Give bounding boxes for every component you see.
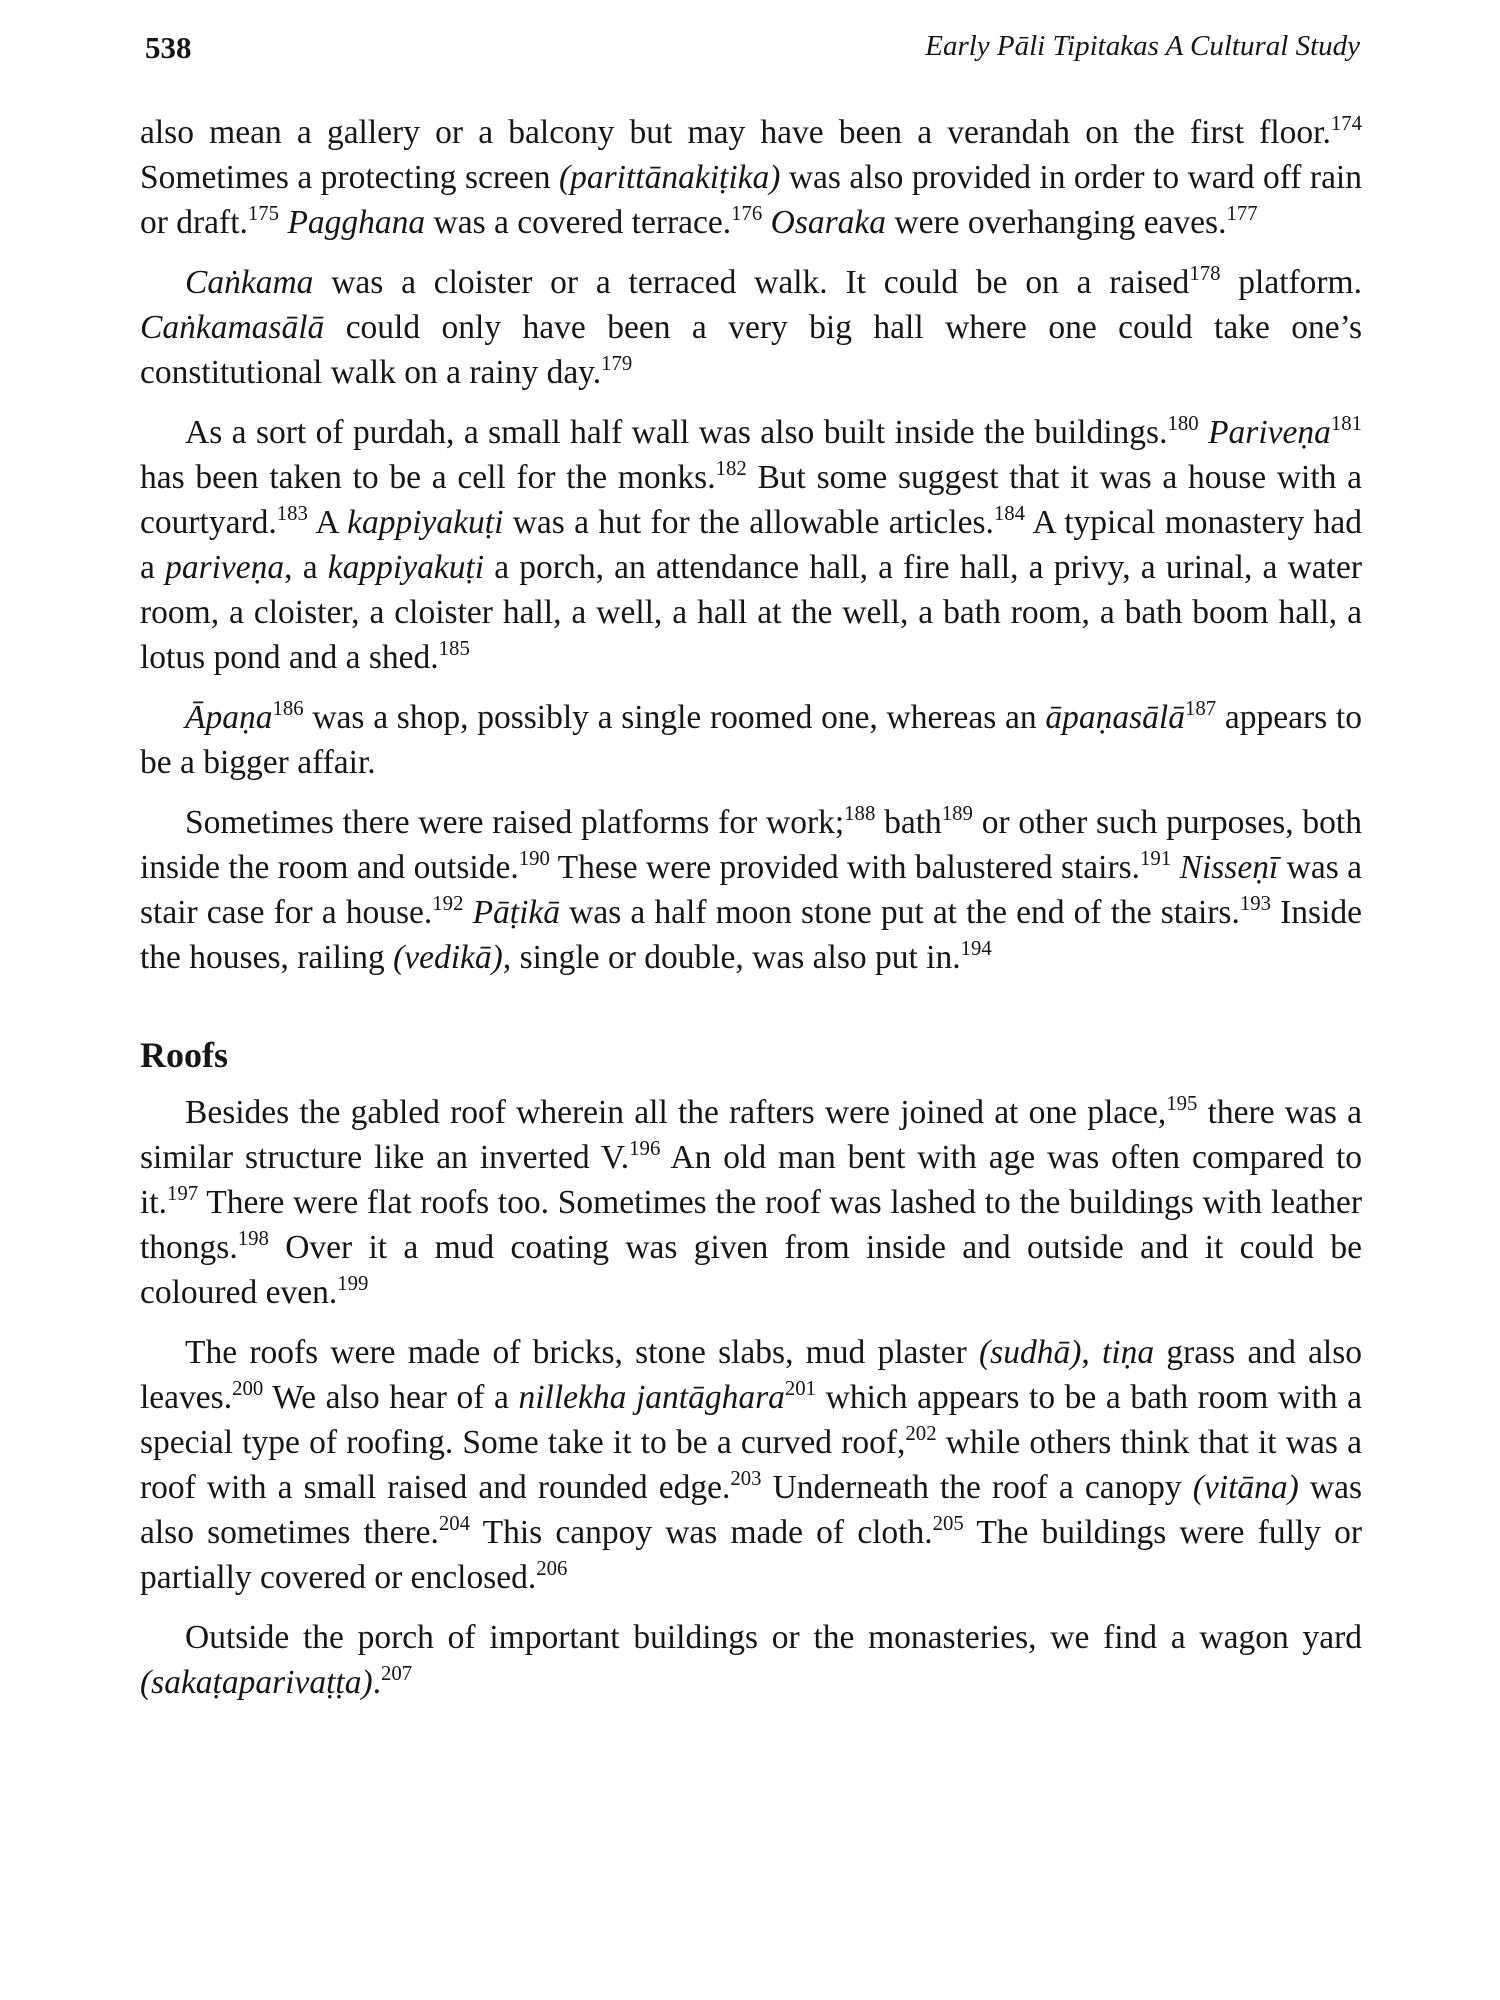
- footnote-ref: 193: [1239, 892, 1272, 916]
- footnote-ref: 207: [380, 1662, 413, 1686]
- paragraph: [140, 110, 1362, 245]
- footnote-ref: 201: [784, 1377, 817, 1401]
- text-run: .: [372, 1664, 381, 1701]
- footnote-ref: 191: [1140, 847, 1172, 871]
- text-run: Over it a mud coating was given from inside and outside and it could be coloured even.: [140, 1229, 1362, 1311]
- italic-term: kappiyakuṭi: [327, 549, 485, 586]
- footnote-ref: 206: [536, 1557, 568, 1581]
- text-run: The buildings were fully or partially covered or enclosed.: [140, 1514, 1362, 1596]
- italic-term: āpaṇasālā: [1045, 699, 1185, 736]
- text-run: or other such purposes, both inside the room and outside.: [140, 804, 1362, 886]
- footnote-ref: 176: [731, 202, 763, 226]
- italic-term: Āpaṇa: [185, 699, 273, 736]
- footnote-ref: 192: [432, 892, 464, 916]
- footnote-ref: 175: [247, 202, 280, 226]
- italic-term: (parittānakiṭika): [558, 159, 781, 196]
- text-run: A typical monastery had a: [140, 504, 1363, 586]
- italic-term: Nisseṇī: [1179, 849, 1279, 886]
- footnote-ref: 188: [844, 802, 876, 826]
- text-run: which appears to be a bath room with a special type of roofing. Some take it to be a curved roof,: [140, 1379, 1363, 1461]
- italic-term: Pāṭikā: [472, 894, 561, 931]
- text-run: was a stair case for a house.: [140, 849, 1362, 931]
- text-run: were overhanging eaves.: [886, 204, 1227, 241]
- text-run: , single or double, was also put in.: [502, 939, 961, 976]
- text-run: was a half moon stone put at the end of the stairs.: [560, 894, 1240, 931]
- italic-term: Caṅkama: [185, 264, 314, 301]
- text-run: [1199, 414, 1208, 451]
- text-run: [762, 204, 770, 241]
- page-body: [140, 110, 1362, 1720]
- italic-term: pariveṇa: [165, 549, 285, 586]
- paragraph: [140, 1330, 1362, 1600]
- italic-term: (sudhā): [979, 1334, 1082, 1371]
- text-run: has been taken to be a cell for the monks.: [140, 459, 716, 496]
- paragraph: [140, 260, 1362, 395]
- section-heading: Roofs: [140, 1035, 228, 1075]
- footnote-ref: 183: [276, 502, 308, 526]
- text-run: bath: [875, 804, 942, 841]
- text-run: was a covered terrace.: [425, 204, 732, 241]
- text-run: Sometimes there were raised platforms for work;: [185, 804, 845, 841]
- footnote-ref: 182: [715, 457, 747, 481]
- footnote-ref: 202: [905, 1422, 937, 1446]
- paragraph: [140, 1090, 1362, 1315]
- footnote-ref: 204: [438, 1512, 471, 1536]
- footnote-ref: 196: [629, 1137, 661, 1161]
- italic-term: Caṅkamasālā: [140, 309, 325, 346]
- text-run: There were flat roofs too. Sometimes the roof was lashed to the buildings with leather thongs.: [140, 1184, 1362, 1266]
- running-title: Early Pāli Tipitakas A Cultural Study: [925, 30, 1360, 62]
- text-run: Underneath the roof a canopy: [761, 1469, 1193, 1506]
- text-run: was a shop, possibly a single roomed one, whereas an: [303, 699, 1046, 736]
- text-run: These were provided with balustered stairs.: [549, 849, 1141, 886]
- footnote-ref: 195: [1166, 1092, 1198, 1116]
- text-run: This canpoy was made of cloth.: [470, 1514, 933, 1551]
- text-run: The roofs were made of bricks, stone slabs, mud plaster: [185, 1334, 980, 1371]
- text-run: , a: [284, 549, 328, 586]
- footnote-ref: 199: [337, 1272, 369, 1296]
- text-run: was a hut for the allowable articles.: [503, 504, 994, 541]
- text-run: A: [307, 504, 348, 541]
- footnote-ref: 179: [601, 352, 633, 376]
- italic-term: (vitāna): [1192, 1469, 1299, 1506]
- text-run: [1171, 849, 1179, 886]
- italic-term: (vedikā): [393, 939, 503, 976]
- paragraph: [140, 1615, 1362, 1705]
- footnote-ref: 178: [1189, 262, 1221, 286]
- footnote-ref: 200: [232, 1377, 264, 1401]
- text-run: ,: [1081, 1334, 1102, 1371]
- text-run: there was a similar structure like an inverted V.: [140, 1094, 1362, 1176]
- text-run: Outside the porch of important buildings or the monasteries, we find a wagon yard: [185, 1619, 1362, 1656]
- page-header: [145, 30, 1360, 80]
- page-number: 538: [145, 30, 192, 65]
- text-run: Besides the gabled roof wherein all the rafters were joined at one place,: [185, 1094, 1167, 1131]
- italic-term: tiṇa: [1102, 1334, 1155, 1371]
- footnote-ref: 180: [1167, 412, 1199, 436]
- text-run: could only have been a very big hall where one could take one’s constitutional walk on a rainy day.: [140, 309, 1362, 391]
- text-run: platform.: [1220, 264, 1362, 301]
- text-run: while others think that it was a roof with a small raised and rounded edge.: [140, 1424, 1362, 1506]
- italic-term: Osaraka: [770, 204, 887, 241]
- footnote-ref: 184: [993, 502, 1026, 526]
- text-run: also mean a gallery or a balcony but may have been a verandah on the first floor.: [140, 114, 1331, 151]
- text-run: was a cloister or a terraced walk. It could be on a raised: [313, 264, 1190, 301]
- italic-term: kappiyakuṭi: [347, 504, 504, 541]
- italic-term: Pariveṇa: [1208, 414, 1331, 451]
- footnote-ref: 194: [960, 937, 992, 961]
- paragraph: [140, 695, 1362, 785]
- text-run: Sometimes a protecting screen: [140, 159, 559, 196]
- text-run: [463, 894, 472, 931]
- footnote-ref: 186: [272, 697, 304, 721]
- italic-term: Pagghana: [287, 204, 426, 241]
- footnote-ref: 190: [518, 847, 550, 871]
- italic-term: nillekha jantāghara: [518, 1379, 785, 1416]
- text-run: was also provided in order to ward off rain or draft.: [140, 159, 1362, 241]
- paragraph: [140, 410, 1362, 680]
- footnote-ref: 177: [1226, 202, 1258, 226]
- text-run: We also hear of a: [263, 1379, 519, 1416]
- text-run: As a sort of purdah, a small half wall was also built inside the buildings.: [185, 414, 1168, 451]
- footnote-ref: 187: [1185, 697, 1217, 721]
- footnote-ref: 203: [730, 1467, 762, 1491]
- footnote-ref: 197: [167, 1182, 199, 1206]
- footnote-ref: 198: [237, 1227, 269, 1251]
- text-run: a porch, an attendance hall, a fire hall, a privy, a urinal, a water room, a cloister, a cloister hall, a well, a hall at the well, a bath room, a bath boom hall, a lotus pond and a shed.: [140, 549, 1362, 676]
- footnote-ref: 181: [1330, 412, 1363, 436]
- text-run: was also sometimes there.: [140, 1469, 1363, 1551]
- footnote-ref: 205: [932, 1512, 964, 1536]
- paragraph: [140, 800, 1362, 980]
- footnote-ref: 185: [438, 637, 470, 661]
- text-run: An old man bent with age was often compared to it.: [140, 1139, 1363, 1221]
- text-run: grass and also leaves.: [140, 1334, 1363, 1416]
- footnote-ref: 189: [941, 802, 973, 826]
- text-run: Inside the houses, railing: [140, 894, 1363, 976]
- text-run: But some suggest that it was a house with a courtyard.: [140, 459, 1363, 541]
- footnote-ref: 174: [1330, 112, 1362, 136]
- text-run: appears to be a bigger affair.: [140, 699, 1362, 781]
- italic-term: (sakaṭaparivaṭṭa): [140, 1664, 373, 1701]
